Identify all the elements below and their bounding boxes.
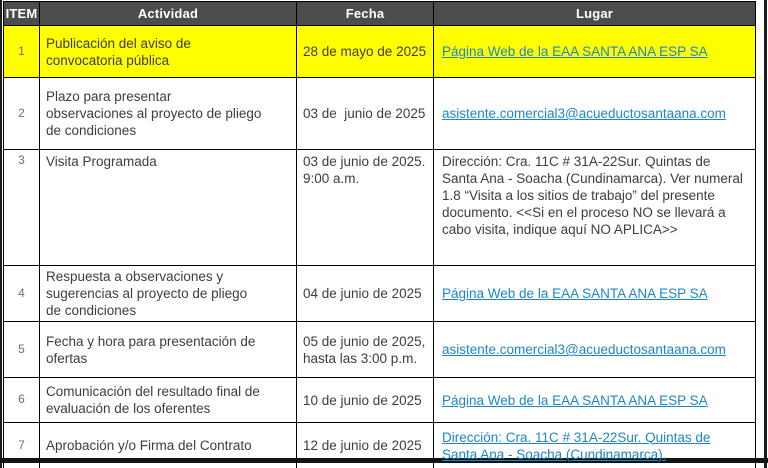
lugar-link[interactable]: asistente.comercial3@acueductosantaana.com xyxy=(442,106,726,121)
lugar-cell xyxy=(434,423,756,468)
fecha-cell: 28 de mayo de 2025 xyxy=(297,26,434,78)
fecha-cell: 04 de junio de 2025 xyxy=(297,266,434,322)
table-row xyxy=(4,26,756,78)
lugar-cell xyxy=(434,26,756,78)
col-header-item: ITEM xyxy=(4,2,40,26)
lugar-link[interactable]: asistente.comercial3@acueductosantaana.com xyxy=(442,342,726,357)
item-number-cell: 4 xyxy=(4,266,40,322)
fecha-cell: 03 de junio de 2025. 9:00 a.m. xyxy=(297,150,434,266)
actividad-cell: Plazo para presentar observaciones al proyecto de pliego de condiciones xyxy=(40,78,297,150)
item-number-cell: 6 xyxy=(4,378,40,423)
item-number-cell: 3 xyxy=(4,150,40,266)
table-row xyxy=(4,78,756,150)
cronograma-table xyxy=(3,1,756,468)
lugar-text: Dirección: Cra. 11C # 31A-22Sur. Quintas de Santa Ana - Soacha (Cundinamarca). Ver numeral 1.8 “Visita a los sitios de trabajo” del presente documento. <<Si en el proceso NO se llevará a cabo visita, indique aquí NO APLICA>> xyxy=(442,154,743,237)
item-number-cell: 2 xyxy=(4,78,40,150)
fecha-cell: 12 de junio de 2025 xyxy=(297,423,434,468)
lugar-link[interactable]: Dirección: Cra. 11C # 31A-22Sur. Quintas de Santa Ana - Soacha (Cundinamarca). xyxy=(442,429,711,462)
actividad-cell: Publicación del aviso de convocatoria pública xyxy=(40,26,297,78)
lugar-link[interactable]: Página Web de la EAA SANTA ANA ESP SA xyxy=(442,286,708,301)
fecha-cell: 10 de junio de 2025 xyxy=(297,378,434,423)
actividad-cell: Comunicación del resultado final de evaluación de los oferentes xyxy=(40,378,297,423)
fecha-cell: 05 de junio de 2025, hasta las 3:00 p.m. xyxy=(297,322,434,378)
col-header-actividad: Actividad xyxy=(40,2,297,26)
item-number-cell: 1 xyxy=(4,26,40,78)
actividad-cell: Respuesta a observaciones y sugerencias al proyecto de pliego de condiciones xyxy=(40,266,297,322)
page-border-right xyxy=(764,0,767,468)
lugar-cell xyxy=(434,78,756,150)
lugar-cell xyxy=(434,378,756,423)
fecha-cell: 03 de junio de 2025 xyxy=(297,78,434,150)
lugar-cell xyxy=(434,266,756,322)
item-number-cell: 5 xyxy=(4,322,40,378)
table-row xyxy=(4,378,756,423)
actividad-cell: Fecha y hora para presentación de ofertas xyxy=(40,322,297,378)
page-border-left xyxy=(0,0,2,468)
lugar-cell xyxy=(434,150,756,266)
lugar-link[interactable]: Página Web de la EAA SANTA ANA ESP SA xyxy=(442,392,708,408)
lugar-link[interactable]: Página Web de la EAA SANTA ANA ESP SA xyxy=(442,44,708,59)
actividad-cell: Aprobación y/o Firma del Contrato xyxy=(40,423,297,468)
lugar-cell xyxy=(434,322,756,378)
table-row xyxy=(4,266,756,322)
table-row xyxy=(4,322,756,378)
col-header-fecha: Fecha xyxy=(297,2,434,26)
table-row xyxy=(4,150,756,266)
actividad-cell: Visita Programada xyxy=(40,150,297,266)
col-header-lugar: Lugar xyxy=(434,2,756,26)
item-number-cell: 7 xyxy=(4,423,40,468)
header-row xyxy=(4,2,756,26)
table-row xyxy=(4,423,756,468)
